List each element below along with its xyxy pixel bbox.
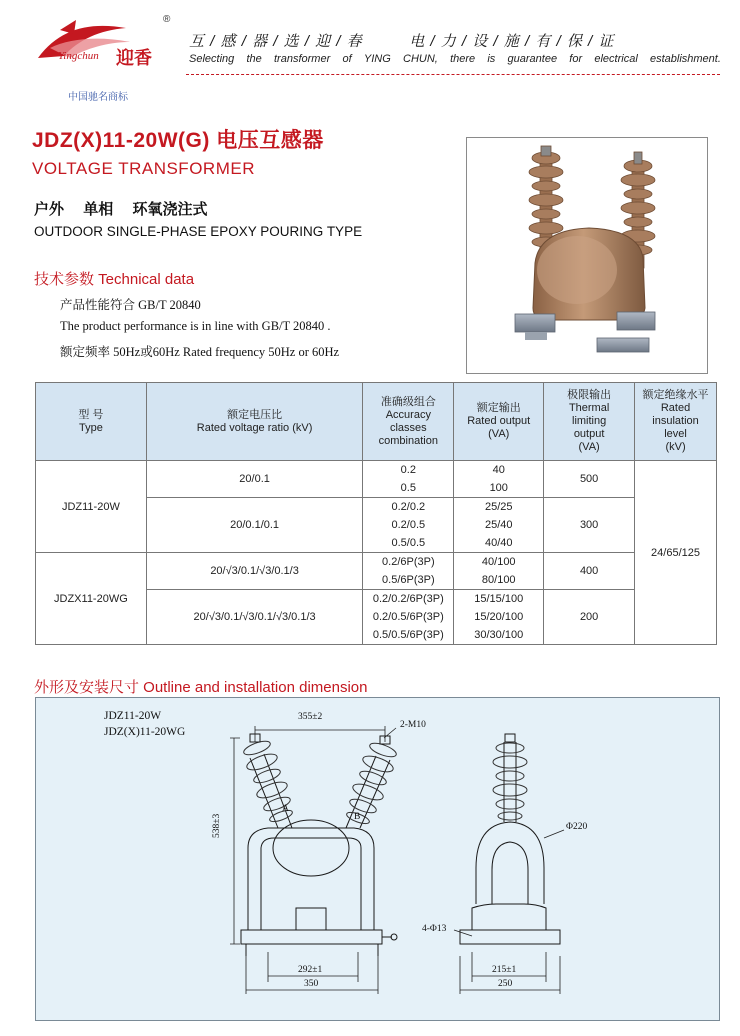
- ratio-cell: 20/0.1: [146, 461, 363, 498]
- output-cell: 25/40: [454, 516, 544, 534]
- dim-diameter: Φ220: [566, 822, 588, 832]
- output-cell: 80/100: [454, 571, 544, 590]
- product-photo: [466, 137, 708, 374]
- slogan-word: guarantee: [507, 53, 558, 65]
- dim-side-mount: 215±1: [492, 965, 517, 975]
- dim-top-width: 355±2: [298, 712, 323, 722]
- drawing-model-b: JDZ(X)11-20WG: [104, 726, 186, 738]
- accuracy-cell: 0.2/0.5/6P(3P): [363, 608, 454, 626]
- slogan-char: 选: [283, 33, 300, 50]
- table-header-row: [36, 383, 717, 461]
- accuracy-cell: 0.5/0.5/6P(3P): [363, 626, 454, 645]
- accuracy-cell: 0.5/0.5: [363, 534, 454, 553]
- trademark-note: 中国驰名商标: [68, 92, 128, 103]
- slogan-char: 春: [346, 33, 363, 50]
- ratio-cell: 20/√3/0.1/√3/0.1/3: [146, 553, 363, 590]
- slogan-word: YING: [363, 53, 391, 65]
- dim-width: 350: [304, 979, 319, 989]
- side-view: [460, 734, 560, 944]
- dim-height: 538±3: [212, 813, 222, 838]
- standard-cn: 产品性能符合 GB/T 20840: [60, 298, 201, 312]
- type-cell: JDZ11-20W: [36, 461, 147, 553]
- type-cell: JDZX11-20WG: [36, 553, 147, 645]
- outline-drawing: [36, 698, 719, 1020]
- registered-mark: ®: [163, 14, 171, 25]
- standard-en: The product performance is in line with GB/T 20840 .: [60, 319, 331, 333]
- drawing-model-a: JDZ11-20W: [104, 710, 162, 722]
- transformer-illustration: [467, 138, 707, 373]
- accuracy-cell: 0.2/0.2/6P(3P): [363, 590, 454, 609]
- thermal-cell: 300: [544, 498, 635, 553]
- output-cell: 100: [454, 479, 544, 498]
- front-view: [241, 734, 398, 956]
- terminal-a-label: A: [282, 804, 289, 814]
- ratio-cell: 20/√3/0.1/√3/0.1/√3/0.1/3: [146, 590, 363, 645]
- slogan-char: 力: [440, 33, 457, 50]
- col-ratio: 额定电压比 Rated voltage ratio (kV): [146, 383, 363, 461]
- slogan-word: establishment.: [649, 53, 721, 65]
- output-cell: 15/15/100: [454, 590, 544, 609]
- slogan-char: 电: [409, 33, 426, 50]
- accuracy-cell: 0.2: [363, 461, 454, 480]
- dim-mount: 292±1: [298, 965, 323, 975]
- output-cell: 30/30/100: [454, 626, 544, 645]
- slogan-char: 迎: [315, 33, 332, 50]
- dimension-heading: 外形及安装尺寸 Outline and installation dimension: [34, 679, 368, 696]
- insulation-cell: 24/65/125: [635, 461, 717, 645]
- thermal-cell: 200: [544, 590, 635, 645]
- col-type: 型 号 Type: [36, 383, 147, 461]
- dim-bolt: 2-M10: [400, 720, 426, 730]
- slogan-en: [189, 53, 721, 65]
- accuracy-cell: 0.5: [363, 479, 454, 498]
- table-row: [36, 553, 717, 572]
- table-row: [36, 461, 717, 480]
- ratio-cell: 20/0.1/0.1: [146, 498, 363, 553]
- accuracy-cell: 0.5/6P(3P): [363, 571, 454, 590]
- slogan-char: 感: [220, 33, 237, 50]
- slogan-char: 保: [566, 33, 583, 50]
- logo-cn-text: 迎香: [116, 48, 152, 69]
- dimension-panel: [35, 697, 720, 1021]
- slogan-word: there: [450, 53, 476, 65]
- slogan-char: 器: [252, 33, 269, 50]
- product-title-en: VOLTAGE TRANSFORMER: [32, 159, 255, 178]
- product-type-cn: 户外 单相 环氧浇注式: [34, 200, 208, 218]
- product-title-cn: JDZ(X)11-20W(G) 电压互感器: [32, 129, 324, 152]
- technical-data-heading: 技术参数 Technical data: [34, 271, 195, 288]
- thermal-cell: 400: [544, 553, 635, 590]
- col-accuracy: 准确级组合 Accuracy classes combination: [363, 383, 454, 461]
- slogan-word: CHUN,: [403, 53, 438, 65]
- slogan-char: 互: [189, 33, 206, 50]
- dim-side-width: 250: [498, 979, 513, 989]
- slogan-word: the: [246, 53, 262, 65]
- slogan-word: of: [342, 53, 352, 65]
- header-divider: [186, 74, 720, 75]
- slogan-char: 有: [535, 33, 552, 50]
- col-thermal: 极限输出 Thermal limiting output (VA): [544, 383, 635, 461]
- slogan-word: for: [569, 53, 583, 65]
- accuracy-cell: 0.2/0.2: [363, 498, 454, 517]
- accuracy-cell: 0.2/6P(3P): [363, 553, 454, 572]
- output-cell: 40: [454, 461, 544, 480]
- dim-holes: 4-Φ13: [422, 924, 447, 934]
- output-cell: 15/20/100: [454, 608, 544, 626]
- slogan-word: is: [487, 53, 496, 65]
- slogan-char: 施: [503, 33, 520, 50]
- thermal-cell: 500: [544, 461, 635, 498]
- output-cell: 40/100: [454, 553, 544, 572]
- slogan-char: 设: [472, 33, 489, 50]
- slogan-word: Selecting: [189, 53, 235, 65]
- output-cell: 40/40: [454, 534, 544, 553]
- front-dimensions: [230, 726, 396, 994]
- brand-logo: [30, 18, 160, 80]
- slogan-word: electrical: [594, 53, 638, 65]
- slogan-cn: 互 / 感 / 器 / 选 / 迎 / 春 电 / 力 / 设 / 施 / 有 / 保 / 证: [189, 30, 721, 51]
- product-type-en: OUTDOOR SINGLE-PHASE EPOXY POURING TYPE: [34, 224, 363, 239]
- brand-name: Yingchun: [58, 50, 99, 62]
- col-insulation: 额定绝缘水平 Rated insulation level (kV): [635, 383, 717, 461]
- slogan-word: transformer: [274, 53, 331, 65]
- slogan-char: 证: [598, 33, 615, 50]
- terminal-b-label: B: [354, 812, 361, 822]
- spec-table: [35, 382, 717, 645]
- rated-frequency: 额定频率 50Hz或60Hz Rated frequency 50Hz or 60Hz: [60, 345, 340, 359]
- col-output: 额定输出 Rated output (VA): [454, 383, 544, 461]
- accuracy-cell: 0.2/0.5: [363, 516, 454, 534]
- output-cell: 25/25: [454, 498, 544, 517]
